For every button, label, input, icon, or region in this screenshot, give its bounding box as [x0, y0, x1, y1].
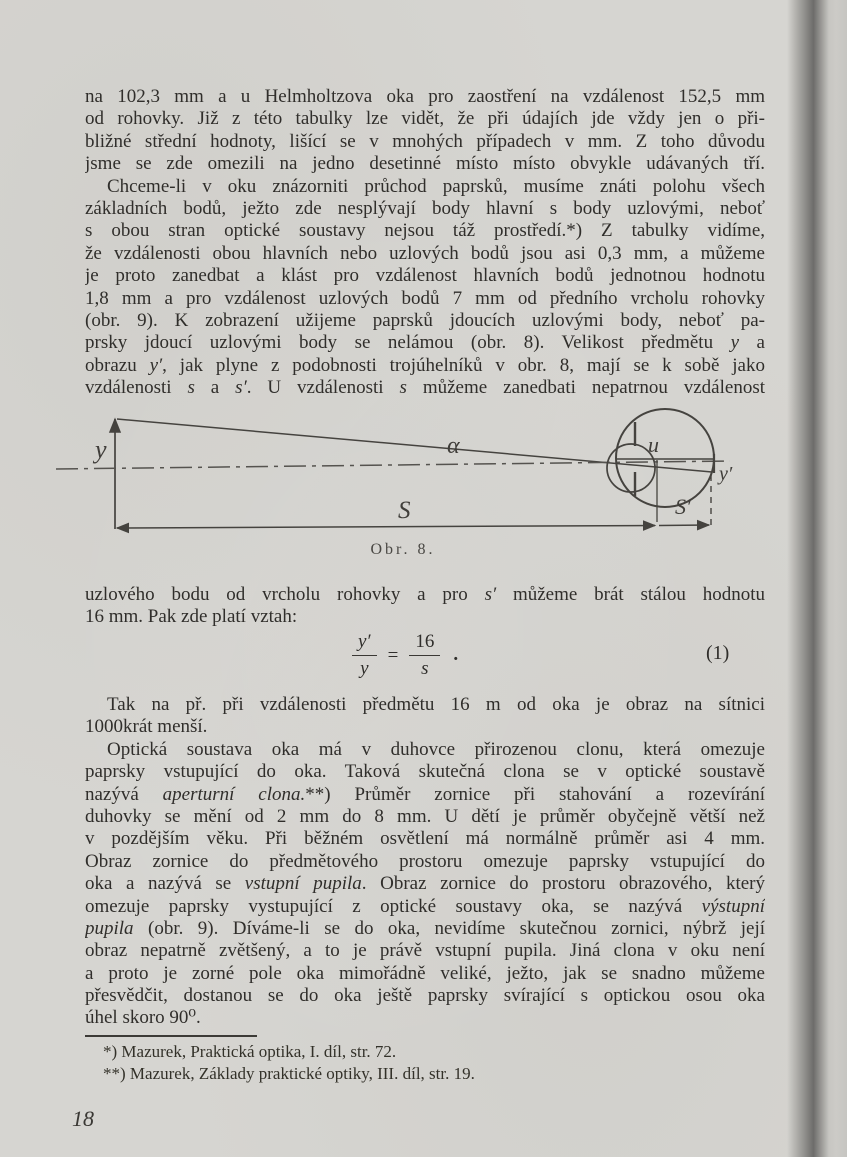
text-line: a proto je zorné pole oka mimořádně veliké, ježto, jak se snadno můžeme [85, 962, 765, 984]
fraction-y-denominator: y [360, 658, 369, 679]
text-line: Tak na př. při vzdálenosti předmětu 16 m od oka je obraz na sítnici [107, 694, 765, 715]
equation-1 [352, 631, 458, 680]
text-line: přesvědčit, dostanou se do oka ještě paprsky svírající s optickou osou oka [85, 985, 765, 1007]
text-line: bližné střední hodnoty, lišící se v mnohých případech v mm. Z toho důvodu [85, 130, 765, 152]
text-line: (obr. 9). K zobrazení užijeme paprsků jdoucích uzlovými body, neboť pa- [85, 309, 765, 331]
text-block-upper [85, 86, 765, 399]
text-line: duhovky se mění od 2 mm do 8 mm. U dětí je průměr obyčejně větší než [85, 805, 765, 827]
label-u: u [648, 432, 659, 457]
text-block-middle [85, 584, 765, 629]
fraction-16-denominator: s [421, 658, 429, 679]
fraction-16-s [409, 631, 440, 680]
label-y: y [95, 435, 107, 464]
text-line: Chceme-li v oku znázorniti průchod paprsků, musíme znáti polohu všech [107, 175, 765, 197]
text-line: pupila (obr. 9). Díváme-li se do oka, nevidíme skutečnou zornici, nýbrž její [85, 917, 765, 939]
text-line: na 102,3 mm a u Helmholtzova oka pro zaostření na vzdálenost 152,5 mm [85, 86, 765, 107]
text-line: omezuje paprsky vystupující z optické soustavy oka, se nazývá výstupní [85, 895, 765, 917]
text-line: paprsky vstupující do oka. Taková skutečná clona se v optické soustavě [85, 761, 765, 783]
text-line: úhel skoro 90⁰. [85, 1007, 201, 1029]
figure-obr8 [48, 406, 792, 546]
text-line: 1000krát menší. [85, 716, 208, 738]
figure-caption: Obr. 8. [370, 541, 436, 558]
equation-number: (1) [706, 642, 730, 664]
footnotes [85, 1041, 765, 1084]
equals-sign: = [387, 644, 399, 666]
text-line: že vzdálenosti obou hlavních nebo uzlových bodů jsou asi 0,3 mm, a můžeme [85, 242, 765, 264]
fraction-y [352, 631, 377, 680]
text-line: s obou stran optické soustavy nejsou táž prostředí.*) Z tabulky vidíme, [85, 220, 765, 242]
label-s: S [398, 497, 411, 524]
text-line: od rohovky. Již z této tabulky lze vidět, že při údajích jde vždy jen o při- [85, 108, 765, 130]
text-line: 1,8 mm a pro vzdálenost uzlových bodů 7 mm od předního vrcholu rohovky [85, 287, 765, 309]
text-line: prsky jdoucí uzlovými body se nelámou (obr. 8). Velikost předmětu y a [85, 332, 765, 354]
text-line: obraz nepatrně zvětšený, a to je právě vstupní pupila. Jiná clona v oku není [85, 940, 765, 962]
equation-period: . [453, 644, 459, 665]
page-gutter-shadow [787, 0, 847, 1157]
text-line: obrazu y′, jak plyne z podobnosti trojúhelníků v obr. 8, mají se k sobě jako [85, 354, 765, 376]
text-line: Optická soustava oka má v duhovce přirozenou clonu, která omezuje [107, 738, 765, 760]
distance-s-prime-line [659, 525, 709, 526]
text-line: je proto zanedbat a klást pro vzdálenost hlavních bodů jednotnou hodnotu [85, 265, 765, 287]
text-line: základních bodů, ježto zde nesplývají body hlavní s body uzlovými, neboť [85, 197, 765, 219]
text-line: jsme se zde omezili na jedno desetinné místo místo obvykle udávaných tří. [85, 153, 765, 175]
text-block-lower [85, 694, 765, 1030]
label-y-prime: y′ [719, 463, 733, 485]
label-alpha: α [447, 433, 460, 459]
label-s-prime: S′ [675, 494, 691, 519]
text-line: nazývá aperturní clona.**) Průměr zornice při stahování a rozevírání [85, 783, 765, 805]
footnote-2: **) Mazurek, Základy praktické optiky, III. díl, str. 19. [103, 1063, 475, 1083]
text-line: v pozdějším věku. Při běžném osvětlení má normálně průměr asi 4 mm. [85, 828, 765, 850]
fraction-y-numerator: y′ [352, 631, 377, 656]
text-line: uzlového bodu od vrcholu rohovky a pro s′ můžeme brát stálou hodnotu [85, 584, 765, 605]
figure-obr8-drawing [48, 406, 792, 546]
text-line: Obraz zornice do předmětového prostoru omezuje paprsky vstupující do [85, 850, 765, 872]
text-line: vzdálenosti s a s′. U vzdálenosti s můžeme zanedbati nepatrnou vzdálenost [85, 377, 765, 399]
page-number: 18 [72, 1106, 94, 1131]
footnote-separator [85, 1035, 257, 1037]
fraction-16-numerator: 16 [409, 631, 440, 656]
text-line: 16 mm. Pak zde platí vztah: [85, 606, 298, 628]
text-line: oka a nazývá se vstupní pupila. Obraz zornice do prostoru obrazového, který [85, 873, 765, 895]
distance-s-line [117, 526, 655, 529]
footnote-1: *) Mazurek, Praktická optika, I. díl, str. 72. [103, 1042, 397, 1061]
